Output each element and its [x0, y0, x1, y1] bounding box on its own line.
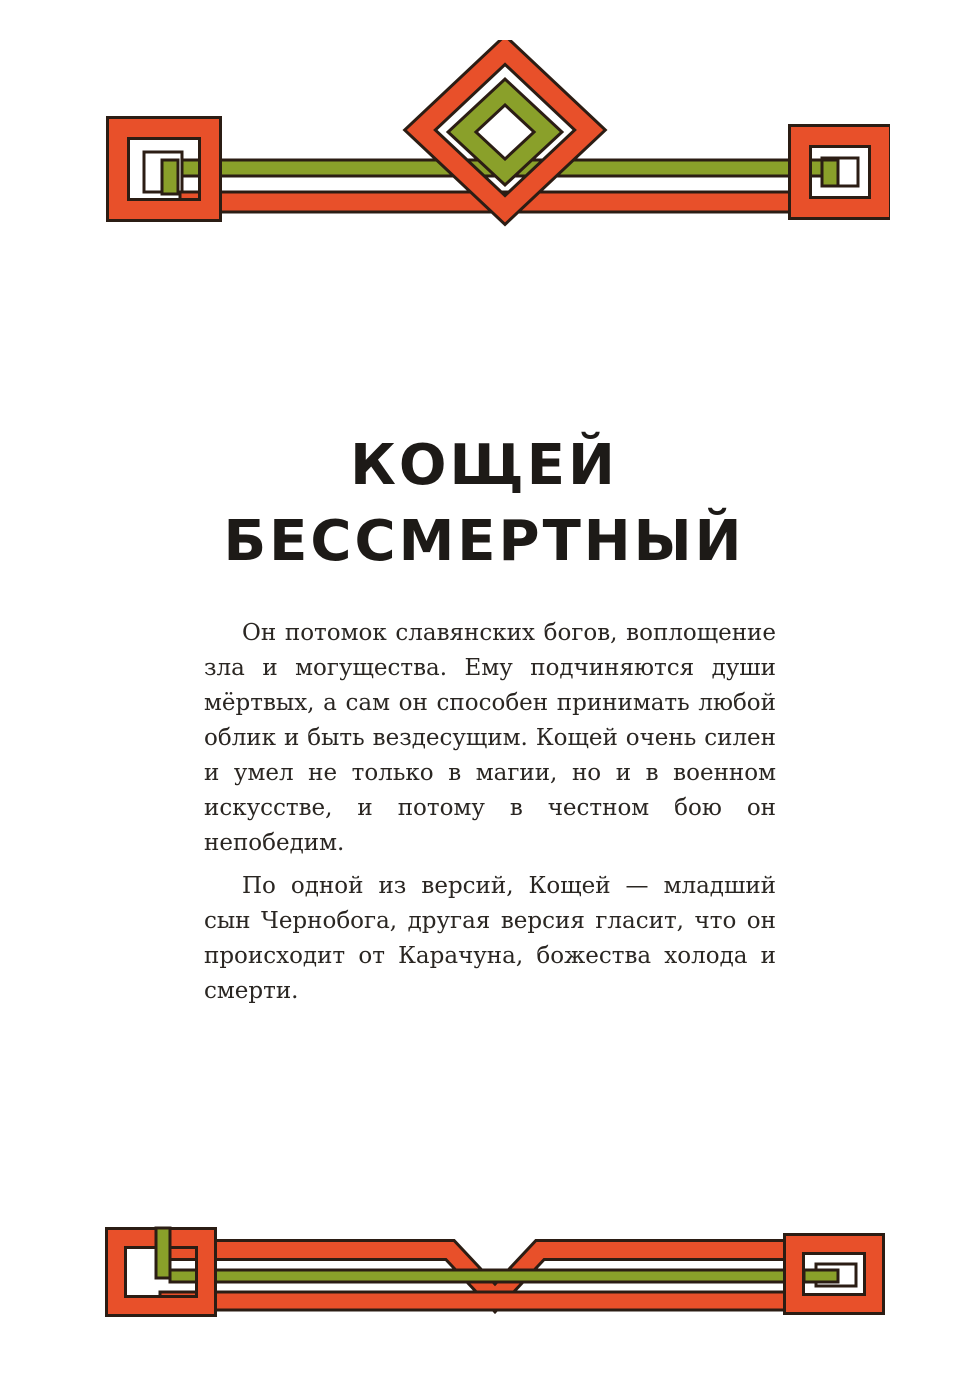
title-line-2: БЕССМЕРТНЫЙ — [223, 509, 745, 574]
chevron-knot-border-icon — [100, 1210, 890, 1340]
body-text — [204, 616, 776, 1017]
bottom-ornament-border — [100, 1210, 890, 1340]
top-ornament-border — [100, 40, 890, 230]
title-line-1: КОЩЕЙ — [350, 433, 618, 498]
paragraph-2: По одной из версий, Кощей — младший сын Чернобога, другая версия гласит, что он происходит от Карачуна, божества холода и смерти. — [204, 873, 776, 1004]
page-title — [0, 428, 968, 580]
diamond-knot-border-icon — [100, 40, 890, 230]
paragraph-1: Он потомок славянских богов, воплощение зла и могущества. Ему подчиняются души мёртвых, а сам он способен принимать любой облик и быть вездесущим. Кощей очень силен и умел не только в магии, но и в военном искусстве, и потому в честном бою он непобедим. — [204, 620, 776, 856]
